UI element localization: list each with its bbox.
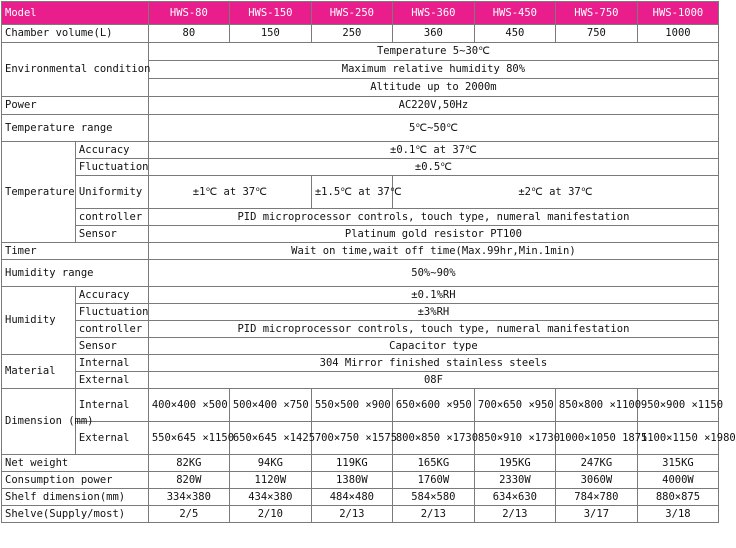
table-cell: 1100×1150 ×1980 — [637, 422, 718, 455]
table-cell: 850×910 ×1730 — [474, 422, 555, 455]
dimension-row — [2, 422, 719, 455]
table-cell: 450 — [474, 25, 555, 43]
table-cell: 80 — [148, 25, 229, 43]
row-label: Temperature — [2, 142, 76, 243]
table-cell: ±1.5℃ at 37℃ — [311, 176, 392, 209]
model-header-cell: HWS-250 — [311, 2, 392, 25]
table-cell: 4000W — [637, 472, 718, 489]
table-cell: 195KG — [474, 455, 555, 472]
table-cell: ±2℃ at 37℃ — [392, 176, 718, 209]
table-cell: 304 Mirror finished stainless steels — [148, 355, 718, 372]
table-cell: 2/13 — [392, 506, 474, 523]
table-cell: Platinum gold resistor PT100 — [148, 226, 718, 243]
table-cell: ±0.1℃ at 37℃ — [148, 142, 718, 159]
table-cell: 50%~90% — [148, 260, 718, 287]
sub-label: External — [75, 422, 148, 455]
table-cell: 1120W — [229, 472, 311, 489]
row-label: Shelve(Supply/most) — [2, 506, 149, 523]
table-cell: 315KG — [637, 455, 718, 472]
humidity-row — [2, 304, 719, 321]
row-label: Shelf dimension(mm) — [2, 489, 149, 506]
table-cell: 850×800 ×1100 — [555, 389, 637, 422]
table-cell: ±1℃ at 37℃ — [148, 176, 311, 209]
table-cell: 119KG — [311, 455, 392, 472]
table-cell: ±3%RH — [148, 304, 718, 321]
material-row — [2, 372, 719, 389]
material-row — [2, 355, 719, 372]
table-cell: 784×780 — [555, 489, 637, 506]
shelve-row — [2, 506, 719, 523]
model-header-cell: HWS-1000 — [637, 2, 718, 25]
table-cell: 250 — [311, 25, 392, 43]
table-cell: 820W — [148, 472, 229, 489]
row-label: Dimension (mm) — [2, 389, 76, 455]
table-cell: 5℃~50℃ — [148, 115, 718, 142]
sub-label: Fluctuation — [75, 304, 148, 321]
table-cell: 2/5 — [148, 506, 229, 523]
spec-table — [1, 1, 736, 523]
table-cell: 650×645 ×1425 — [229, 422, 311, 455]
table-cell: 2/13 — [474, 506, 555, 523]
table-cell: 484×480 — [311, 489, 392, 506]
model-header-cell: HWS-80 — [148, 2, 229, 25]
table-cell: 150 — [229, 25, 311, 43]
temperature-row — [2, 142, 719, 159]
sub-label: Accuracy — [75, 142, 148, 159]
row-label: Material — [2, 355, 76, 389]
table-cell: 3/17 — [555, 506, 637, 523]
dimension-row — [2, 389, 719, 422]
model-header-cell: HWS-450 — [474, 2, 555, 25]
table-cell: 950×900 ×1150 — [637, 389, 718, 422]
row-label: Consumption power — [2, 472, 149, 489]
table-cell: 584×580 — [392, 489, 474, 506]
table-cell: ±0.5℃ — [148, 159, 718, 176]
table-cell: 1760W — [392, 472, 474, 489]
table-cell: 700×750 ×1575 — [311, 422, 392, 455]
consumption-power-row — [2, 472, 719, 489]
table-cell: ±0.1%RH — [148, 287, 718, 304]
net-weight-row — [2, 455, 719, 472]
humidity-row — [2, 321, 719, 338]
humidity-row — [2, 287, 719, 304]
table-cell: 334×380 — [148, 489, 229, 506]
header-row — [2, 2, 719, 25]
table-cell: Wait on time,wait off time(Max.99hr,Min.1min) — [148, 243, 718, 260]
table-cell: Maximum relative humidity 80% — [148, 61, 718, 79]
table-cell: 550×500 ×900 — [311, 389, 392, 422]
sub-label: Uniformity — [75, 176, 148, 209]
sub-label: controller — [75, 209, 148, 226]
timer-row — [2, 243, 719, 260]
sub-label: Sensor — [75, 338, 148, 355]
table-cell: 650×600 ×950 — [392, 389, 474, 422]
row-label: Timer — [2, 243, 149, 260]
table-cell: 700×650 ×950 — [474, 389, 555, 422]
table-cell: Temperature 5~30℃ — [148, 43, 718, 61]
sub-label: Sensor — [75, 226, 148, 243]
table-cell: 500×400 ×750 — [229, 389, 311, 422]
table-cell: AC220V,50Hz — [148, 97, 718, 115]
humidity-range-row — [2, 260, 719, 287]
model-header-cell: HWS-360 — [392, 2, 474, 25]
shelf-dimension-row — [2, 489, 719, 506]
table-cell: 434×380 — [229, 489, 311, 506]
power-row — [2, 97, 719, 115]
sub-label: External — [75, 372, 148, 389]
table-cell: 1380W — [311, 472, 392, 489]
row-label: Environmental condition — [2, 43, 149, 97]
table-cell: Capacitor type — [148, 338, 718, 355]
table-cell: 82KG — [148, 455, 229, 472]
table-cell: PID microprocessor controls, touch type, numeral manifestation — [148, 209, 718, 226]
table-cell: 750 — [555, 25, 637, 43]
row-label: Humidity — [2, 287, 76, 355]
sub-label: controller — [75, 321, 148, 338]
table-cell: PID microprocessor controls, touch type, numeral manifestation — [148, 321, 718, 338]
table-cell: 550×645 ×1150 — [148, 422, 229, 455]
row-label: Power — [2, 97, 149, 115]
environmental-row — [2, 43, 719, 61]
table-cell: 1000 — [637, 25, 718, 43]
row-label: Chamber volume(L) — [2, 25, 149, 43]
table-cell: 2330W — [474, 472, 555, 489]
table-cell: 3060W — [555, 472, 637, 489]
model-header: Model — [2, 2, 149, 25]
sub-label: Fluctuation — [75, 159, 148, 176]
humidity-row — [2, 338, 719, 355]
model-header-cell: HWS-150 — [229, 2, 311, 25]
model-header-cell: HWS-750 — [555, 2, 637, 25]
table-cell: 634×630 — [474, 489, 555, 506]
table-cell: 165KG — [392, 455, 474, 472]
table-cell: 1000×1050 1875 — [555, 422, 637, 455]
row-label: Humidity range — [2, 260, 149, 287]
table-cell: 400×400 ×500 — [148, 389, 229, 422]
table-cell: 94KG — [229, 455, 311, 472]
sub-label: Accuracy — [75, 287, 148, 304]
sub-label: Internal — [75, 355, 148, 372]
temperature-row — [2, 176, 719, 209]
row-label: Net weight — [2, 455, 149, 472]
table-cell: 360 — [392, 25, 474, 43]
temperature-row — [2, 226, 719, 243]
table-cell: 2/10 — [229, 506, 311, 523]
sub-label: Internal — [75, 389, 148, 422]
table-cell: 08F — [148, 372, 718, 389]
temperature-range-row — [2, 115, 719, 142]
table-cell: 880×875 — [637, 489, 718, 506]
temperature-row — [2, 159, 719, 176]
row-label: Temperature range — [2, 115, 149, 142]
table-cell: 2/13 — [311, 506, 392, 523]
table-cell: 800×850 ×1730 — [392, 422, 474, 455]
temperature-row — [2, 209, 719, 226]
table-cell: 247KG — [555, 455, 637, 472]
chamber-volume-row — [2, 25, 719, 43]
table-cell: Altitude up to 2000m — [148, 79, 718, 97]
table-cell: 3/18 — [637, 506, 718, 523]
